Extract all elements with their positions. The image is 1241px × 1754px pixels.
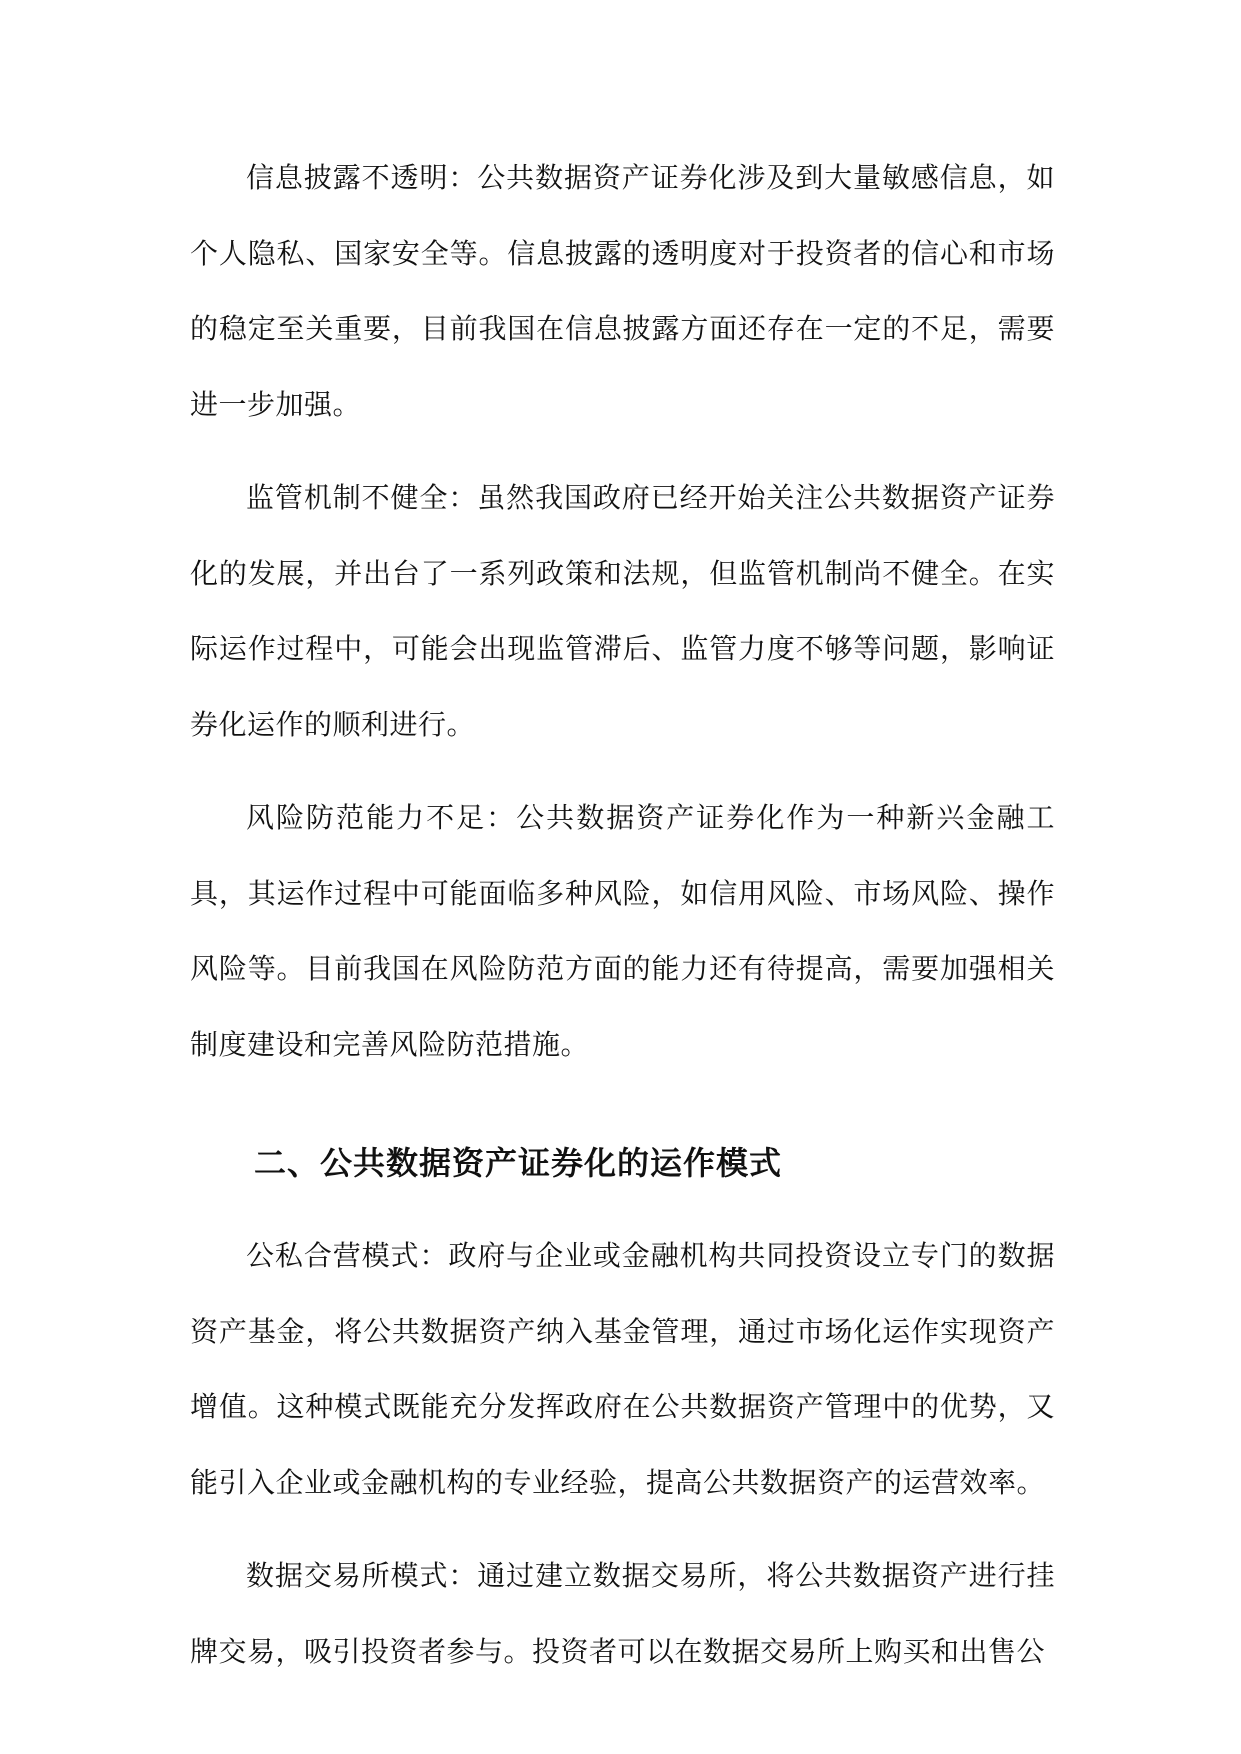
paragraph-data-exchange-model: 数据交易所模式：通过建立数据交易所，将公共数据资产进行挂牌交易，吸引投资者参与。投资者可以在数据交易所上购买和出售公 bbox=[190, 1559, 1055, 1668]
document-body bbox=[190, 140, 1055, 1707]
paragraph-information-disclosure: 信息披露不透明：公共数据资产证券化涉及到大量敏感信息，如个人隐私、国家安全等。信息披露的透明度对于投资者的信心和市场的稳定至关重要，目前我国在信息披露方面还存在一定的不足，需要进一步加强。 bbox=[190, 161, 1055, 421]
paragraph-risk-prevention: 风险防范能力不足：公共数据资产证券化作为一种新兴金融工具，其运作过程中可能面临多种风险，如信用风险、市场风险、操作风险等。目前我国在风险防范方面的能力还有待提高，需要加强相关制度建设和完善风险防范措施。 bbox=[190, 801, 1055, 1061]
paragraph-public-private-model: 公私合营模式：政府与企业或金融机构共同投资设立专门的数据资产基金，将公共数据资产纳入基金管理，通过市场化运作实现资产增值。这种模式既能充分发挥政府在公共数据资产管理中的优势，又能引入企业或金融机构的专业经验，提高公共数据资产的运营效率。 bbox=[190, 1239, 1055, 1499]
paragraph-regulatory-mechanism: 监管机制不健全：虽然我国政府已经开始关注公共数据资产证券化的发展，并出台了一系列政策和法规，但监管机制尚不健全。在实际运作过程中，可能会出现监管滞后、监管力度不够等问题，影响证券化运作的顺利进行。 bbox=[190, 481, 1055, 741]
section-heading: 二、公共数据资产证券化的运作模式 bbox=[254, 1144, 783, 1182]
